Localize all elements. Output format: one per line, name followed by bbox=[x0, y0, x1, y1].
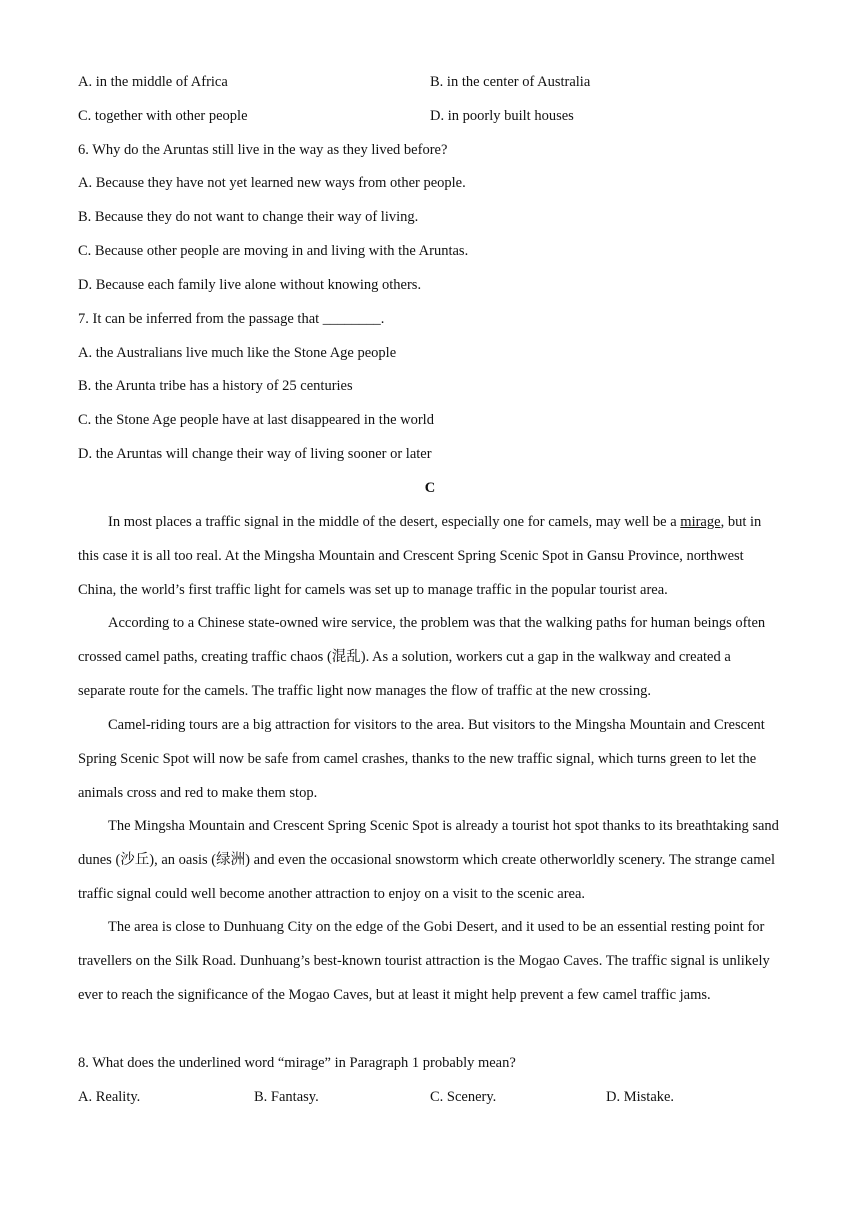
q8-option-a: A. Reality. bbox=[78, 1089, 141, 1105]
passage-paragraph-4: The Mingsha Mountain and Crescent Spring Scenic Spot is already a tourist hot spot thanks to its breathtaking sand dunes (沙丘), an oasis (绿洲) and even the occasional snowstorm which create otherworldly scenery. The strange camel traffic signal could well become another attraction to enjoy on a visit to the scenic area. bbox=[78, 818, 779, 902]
q6-option-c: C. Because other people are moving in and living with the Aruntas. bbox=[78, 243, 469, 259]
q7-option-a: A. the Australians live much like the Stone Age people bbox=[78, 345, 397, 361]
q7-option-c: C. the Stone Age people have at last disappeared in the world bbox=[78, 412, 434, 428]
q7-option-d: D. the Aruntas will change their way of living sooner or later bbox=[78, 446, 432, 462]
passage-paragraph-2: According to a Chinese state-owned wire service, the problem was that the walking paths for human beings often crossed camel paths, creating traffic chaos (混乱). As a solution, workers cut a gap in the walkway and created a separate route for the camels. The traffic light now manages the flow of traffic at the new crossing. bbox=[78, 615, 766, 699]
q7-option-b: B. the Arunta tribe has a history of 25 centuries bbox=[78, 378, 353, 394]
q8-question: 8. What does the underlined word “mirage” in Paragraph 1 probably mean? bbox=[78, 1055, 516, 1071]
section-heading-c: C bbox=[424, 480, 436, 496]
q7-question: 7. It can be inferred from the passage that ________. bbox=[78, 311, 385, 327]
q5-option-b: B. in the center of Australia bbox=[430, 74, 591, 90]
q6-option-d: D. Because each family live alone without knowing others. bbox=[78, 277, 422, 293]
q5-option-d: D. in poorly built houses bbox=[430, 108, 574, 124]
p1-text-before: In most places a traffic signal in the middle of the desert, especially one for camels, may well be a bbox=[108, 514, 681, 530]
q6-option-b: B. Because they do not want to change their way of living. bbox=[78, 209, 419, 225]
q6-question: 6. Why do the Aruntas still live in the way as they lived before? bbox=[78, 142, 448, 158]
p1-text-after: , but in this case it is all too real. At the Mingsha Mountain and Crescent Spring Scenic Spot in Gansu Province, northwest China, the world’s first traffic light for camels was set up to manage traffic in the popular tourist area. bbox=[78, 514, 762, 598]
q5-option-a: A. in the middle of Africa bbox=[78, 74, 228, 90]
q6-option-a: A. Because they have not yet learned new ways from other people. bbox=[78, 175, 466, 191]
q8-option-d: D. Mistake. bbox=[606, 1089, 675, 1105]
underlined-word-mirage: mirage bbox=[680, 514, 721, 530]
passage-paragraph-3: Camel-riding tours are a big attraction for visitors to the area. But visitors to the Mingsha Mountain and Crescent Spring Scenic Spot will now be safe from camel crashes, thanks to the new traffic signal, which turns green to let the animals cross and red to make them stop. bbox=[78, 717, 765, 801]
q5-option-c: C. together with other people bbox=[78, 108, 248, 124]
q8-option-b: B. Fantasy. bbox=[254, 1089, 319, 1105]
passage-paragraph-1 bbox=[78, 506, 780, 607]
q8-option-c: C. Scenery. bbox=[430, 1089, 497, 1105]
passage-paragraph-5: The area is close to Dunhuang City on the edge of the Gobi Desert, and it used to be an essential resting point for travellers on the Silk Road. Dunhuang’s best-known tourist attraction is the Mogao Caves. The traffic signal is unlikely ever to reach the significance of the Mogao Caves, but at least it might help prevent a few camel traffic jams. bbox=[78, 919, 770, 1003]
